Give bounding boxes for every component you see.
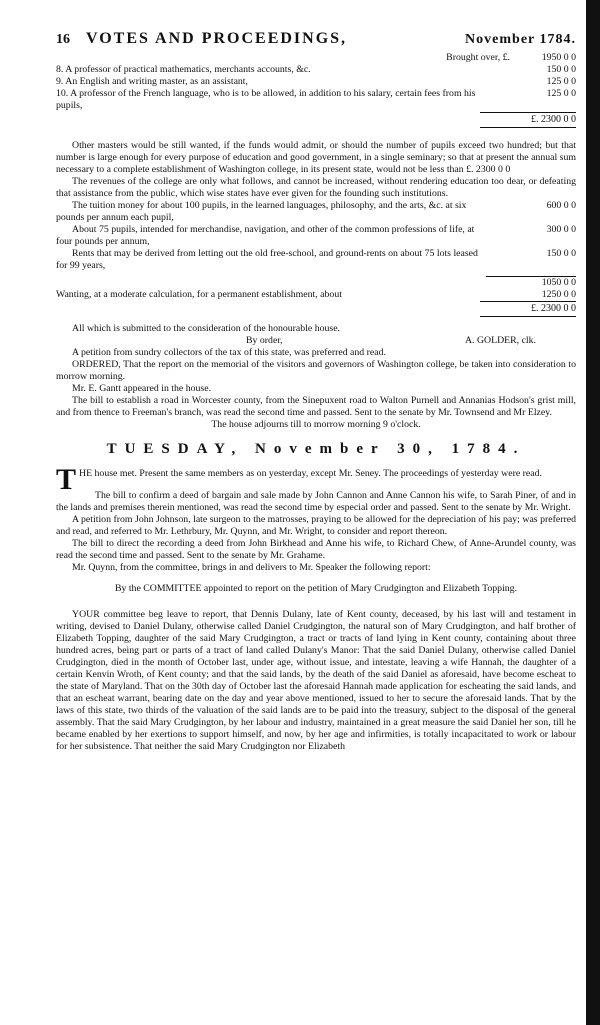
paragraph: A petition from John Johnson, late surgeon to the matrosses, praying to be allowed for the depreciation of his pay; was preferred and read, and referred to Mr. Lethrbury, Mr. Quynn, and Mr. Wright, to consider and report thereon. xyxy=(56,513,576,537)
revenues-total: £. 2300 0 0 xyxy=(480,301,576,317)
committee-line: By the COMMITTEE appointed to report on the petition of Mary Crudgington and Elizabeth Topping. xyxy=(114,583,518,595)
signature-block xyxy=(56,335,576,347)
wanting-amount: 1250 0 0 xyxy=(541,289,576,300)
master-item-amount: 125 0 0 xyxy=(546,76,576,87)
tuesday-opening-text: HE house met. Present the same members as on yesterday, except Mr. Seney. The proceedings of yesterday were read. xyxy=(79,467,542,479)
adjourns-line: The house adjourns till to morrow morning 9 o'clock. xyxy=(211,419,421,430)
master-item xyxy=(56,88,576,112)
wanting-text: Wanting, at a moderate calculation, for a permanent establishment, about xyxy=(56,289,342,300)
master-item-text: 10. A professor of the French language, who is to be allowed, in addition to his salary, certain fees from his pupils, xyxy=(56,88,476,111)
revenues-subtotal: 1050 0 0 xyxy=(486,276,576,289)
paragraph: The bill to confirm a deed of bargain and sale made by John Cannon and Anne Cannon his wife, to Sarah Piner, of and in the lands and premises therein mentioned, was read the second time by especial order and passed. Sent to the senate by Mr. Wright. xyxy=(56,489,576,513)
revenue-item-text: Rents that may be derived from letting out the old free-school, and ground-rents on about 75 lots leased for 99 years, xyxy=(56,248,478,271)
brought-over-label: Brought over, £. xyxy=(446,52,510,63)
paragraph: The bill to direct the recording a deed from John Birkhead and Anne his wife, to Richard Chew, of Anne-Arundel county, was read the second time and passed. Sent to the senate by Mr. Grahame. xyxy=(56,537,576,561)
wanting-line xyxy=(56,289,576,301)
master-item xyxy=(56,64,576,76)
committee-report: YOUR committee beg leave to report, that Dennis Dulany, late of Kent county, deceased, by his last will and testament in writing, devised to Daniel Dulany, otherwise called Daniel Crudgington, the natural son of Mary Crudgington, and half brother of Elizabeth Topping, daughter of the said Mary Crudgington, a tract or tracts of land lying in Kent county, containing about three hundred acres, being part or parts of a tract of land called Dulany's Manor: That the said Daniel Dulany, otherwise called Daniel Crudgington, died in the month of October last, under age, without issue, and intestate, leaving a wife Hannah, the daughter of a certain Kenvin Wroth, of Kent county; and that the said lands, by the death of the said Daniel as aforesaid, have become escheat to the state of Maryland. That on the 30th day of October last the aforesaid Hannah made application for escheating the said lands, and that an escheat warrant, bearing date on the day and year above mentioned, issued to her to secure the aforesaid lands. That by the laws of this state, two thirds of the valuation of the said lands are to be paid into the treasury, subject to the disposal of the general assembly. That the said Mary Crudgington, by her labour and industry, maintained in a great measure the said Daniel her son, till he became enabled by her exertions to support himself, and now, by her age and infirmities, is totally incapacitated to work or labour for her subsistence. That neither the said Mary Crudgington nor Elizabeth xyxy=(56,609,576,753)
revenues-subtotal-line xyxy=(56,276,576,289)
paragraph-revenues: The revenues of the college are only what follows, and cannot be increased, without rendering education too dear, or defeating that assistance from the public, which wise states have ever given for the founding such institutions. xyxy=(56,176,576,199)
masters-total: £. 2300 0 0 xyxy=(480,112,576,128)
revenue-item xyxy=(56,200,576,224)
paragraph: Mr. Quynn, from the committee, brings in and delivers to Mr. Speaker the following report: xyxy=(72,561,431,573)
master-item xyxy=(56,76,576,88)
brought-over-line xyxy=(56,52,576,64)
master-item-text: 8. A professor of practical mathematics, merchants accounts, &c. xyxy=(56,64,311,75)
header-date: November 1784. xyxy=(465,32,576,47)
running-header xyxy=(56,30,576,48)
revenue-item-text: The tuition money for about 100 pupils, in the learned languages, philosophy, and the arts, &c. at six pounds per annum each pupil, xyxy=(56,200,467,223)
revenue-item xyxy=(56,224,576,248)
master-item-amount: 150 0 0 xyxy=(546,64,576,75)
clerk-signature: A. GOLDER, clk. xyxy=(464,335,536,346)
paragraph: A petition from sundry collectors of the tax of this state, was preferred and read. xyxy=(72,347,386,358)
paragraph-other-masters: Other masters would be still wanted, if the funds would admit, or should the number of pupils exceed two hundred; but that number is large enough for every purpose of education and good government, in a single seminary; so that at present the annual sum necessary to a complete establishment of Washington college, in its present state, would not be less than £. 2300 0 0 xyxy=(56,140,576,175)
scan-edge xyxy=(586,0,600,1025)
document-content xyxy=(56,30,576,753)
by-order: By order, xyxy=(246,335,283,346)
page-title: VOTES AND PROCEEDINGS, xyxy=(86,30,348,47)
paragraph: Mr. E. Gantt appeared in the house. xyxy=(72,383,212,394)
brought-over-amount: 1950 0 0 xyxy=(541,52,576,63)
tuesday-heading: TUESDAY, November 30, 1784. xyxy=(106,441,526,457)
revenue-item-amount: 300 0 0 xyxy=(546,224,576,235)
master-item-amount: 125 0 0 xyxy=(546,88,576,99)
master-item-text: 9. An English and writing master, as an assistant, xyxy=(56,76,248,87)
revenue-item-amount: 150 0 0 xyxy=(546,248,576,259)
submitted-line: All which is submitted to the consideration of the honourable house. xyxy=(72,323,341,334)
drop-cap: T xyxy=(56,462,77,496)
tuesday-opening xyxy=(56,462,576,496)
paragraph: ORDERED, That the report on the memorial of the visitors and governors of Washington college, be taken into consideration to morrow morning. xyxy=(56,359,576,382)
revenue-item-amount: 600 0 0 xyxy=(546,200,576,211)
revenue-item-text: About 75 pupils, intended for merchandise, navigation, and other of the common professions of life, at four pounds per annum, xyxy=(56,224,475,247)
revenue-item xyxy=(56,248,576,272)
paragraph: The bill to establish a road in Worcester county, from the Sinepuxent road to Walton Purnell and Annanias Hodson's grist mill, and from thence to Freeman's branch, was read the second time and passed. Sent to the senate by Mr. Townsend and Mr Elzey. xyxy=(56,395,576,418)
page-number: 16 xyxy=(56,32,70,47)
